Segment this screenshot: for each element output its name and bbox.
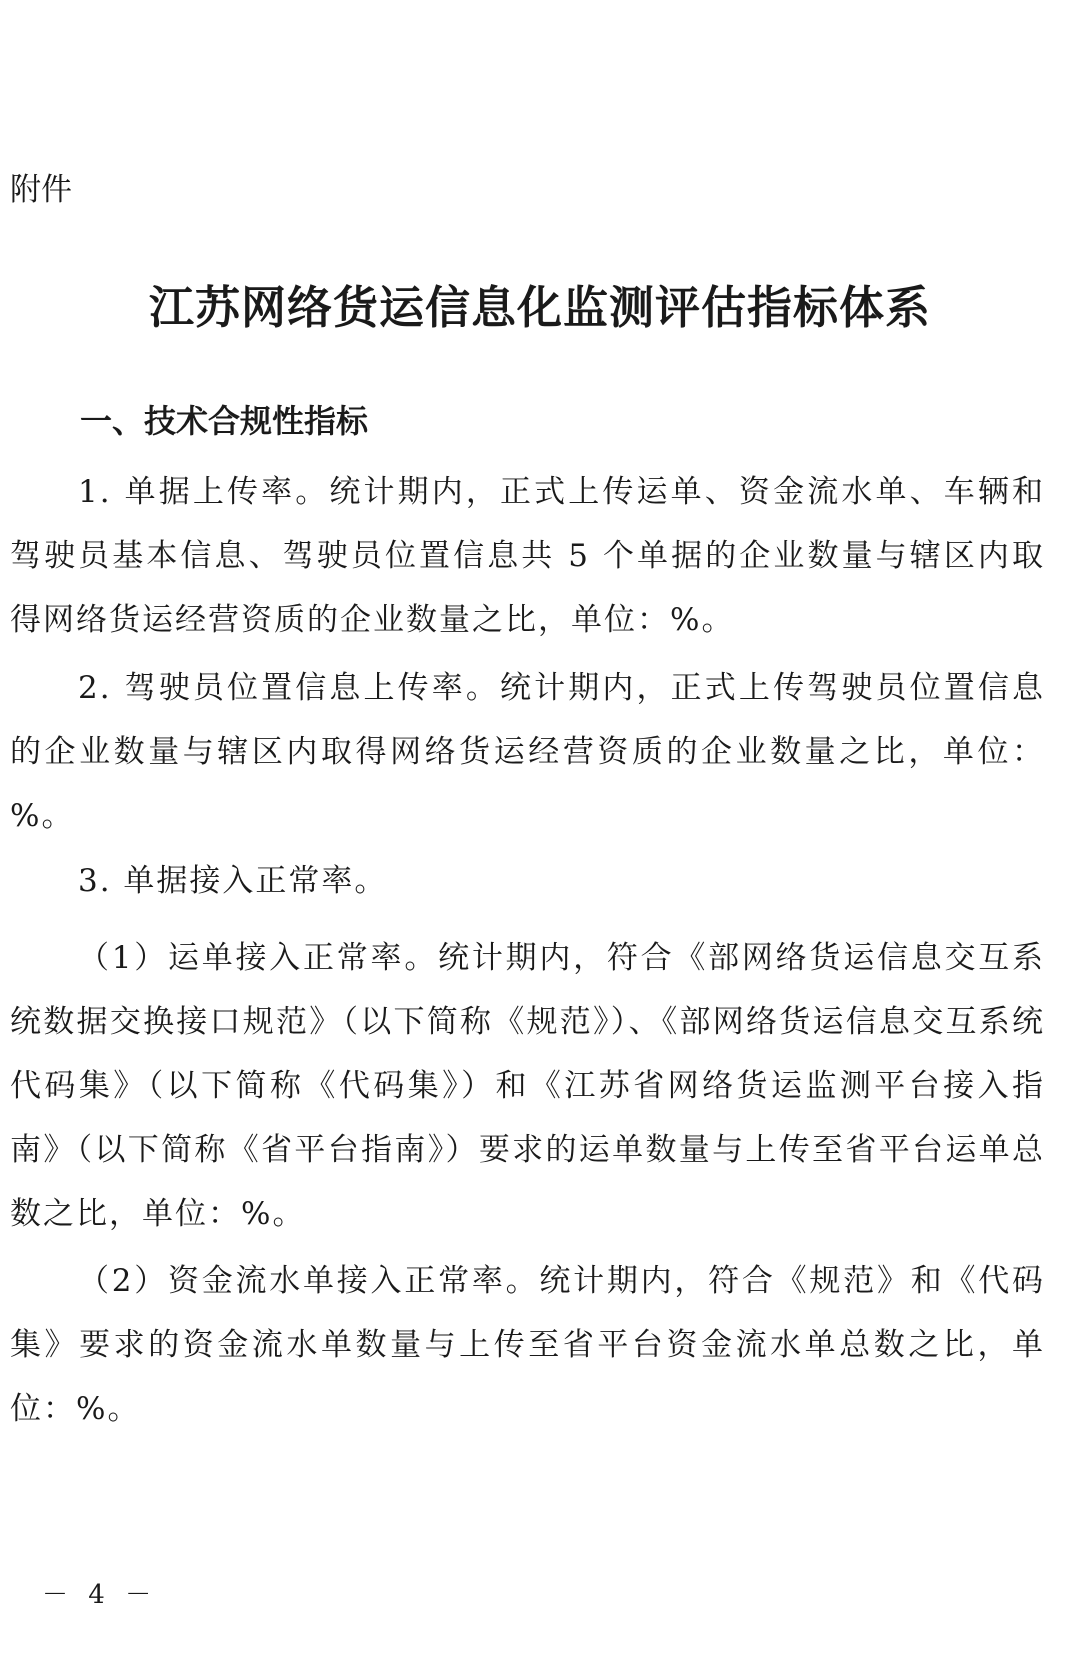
- section-heading: 一、技术合规性指标: [80, 402, 369, 440]
- paragraph-driver-location-rate: 2. 驾驶员位置信息上传率。统计期内，正式上传驾驶员位置信息的企业数量与辖区内取得网络货运经营资质的企业数量之比，单位：%。: [10, 670, 1045, 834]
- paragraph-waybill-access-rate: （1）运单接入正常率。统计期内，符合《部网络货运信息交互系统数据交换接口规范》（以下简称《规范》）、《部网络货运信息交互系统代码集》（以下简称《代码集》）和《江苏省网络货运监测平台接入指南》（以下简称《省平台指南》）要求的运单数量与上传至省平台运单总数之比，单位：%。: [10, 940, 1045, 1232]
- page-number: － 4 －: [42, 1580, 158, 1610]
- paragraph-upload-rate: 1. 单据上传率。统计期内，正式上传运单、资金流水单、车辆和驾驶员基本信息、驾驶员位置信息共 5 个单据的企业数量与辖区内取得网络货运经营资质的企业数量之比，单位：%。: [10, 474, 1045, 638]
- paragraph-fund-flow-access-rate: （2）资金流水单接入正常率。统计期内，符合《规范》和《代码集》要求的资金流水单数量与上传至省平台资金流水单总数之比，单位：%。: [10, 1263, 1045, 1427]
- paragraph-access-normal-rate: 3. 单据接入正常率。: [78, 863, 388, 899]
- document-title: 江苏网络货运信息化监测评估指标体系: [148, 281, 931, 334]
- attachment-label: 附件: [10, 172, 72, 208]
